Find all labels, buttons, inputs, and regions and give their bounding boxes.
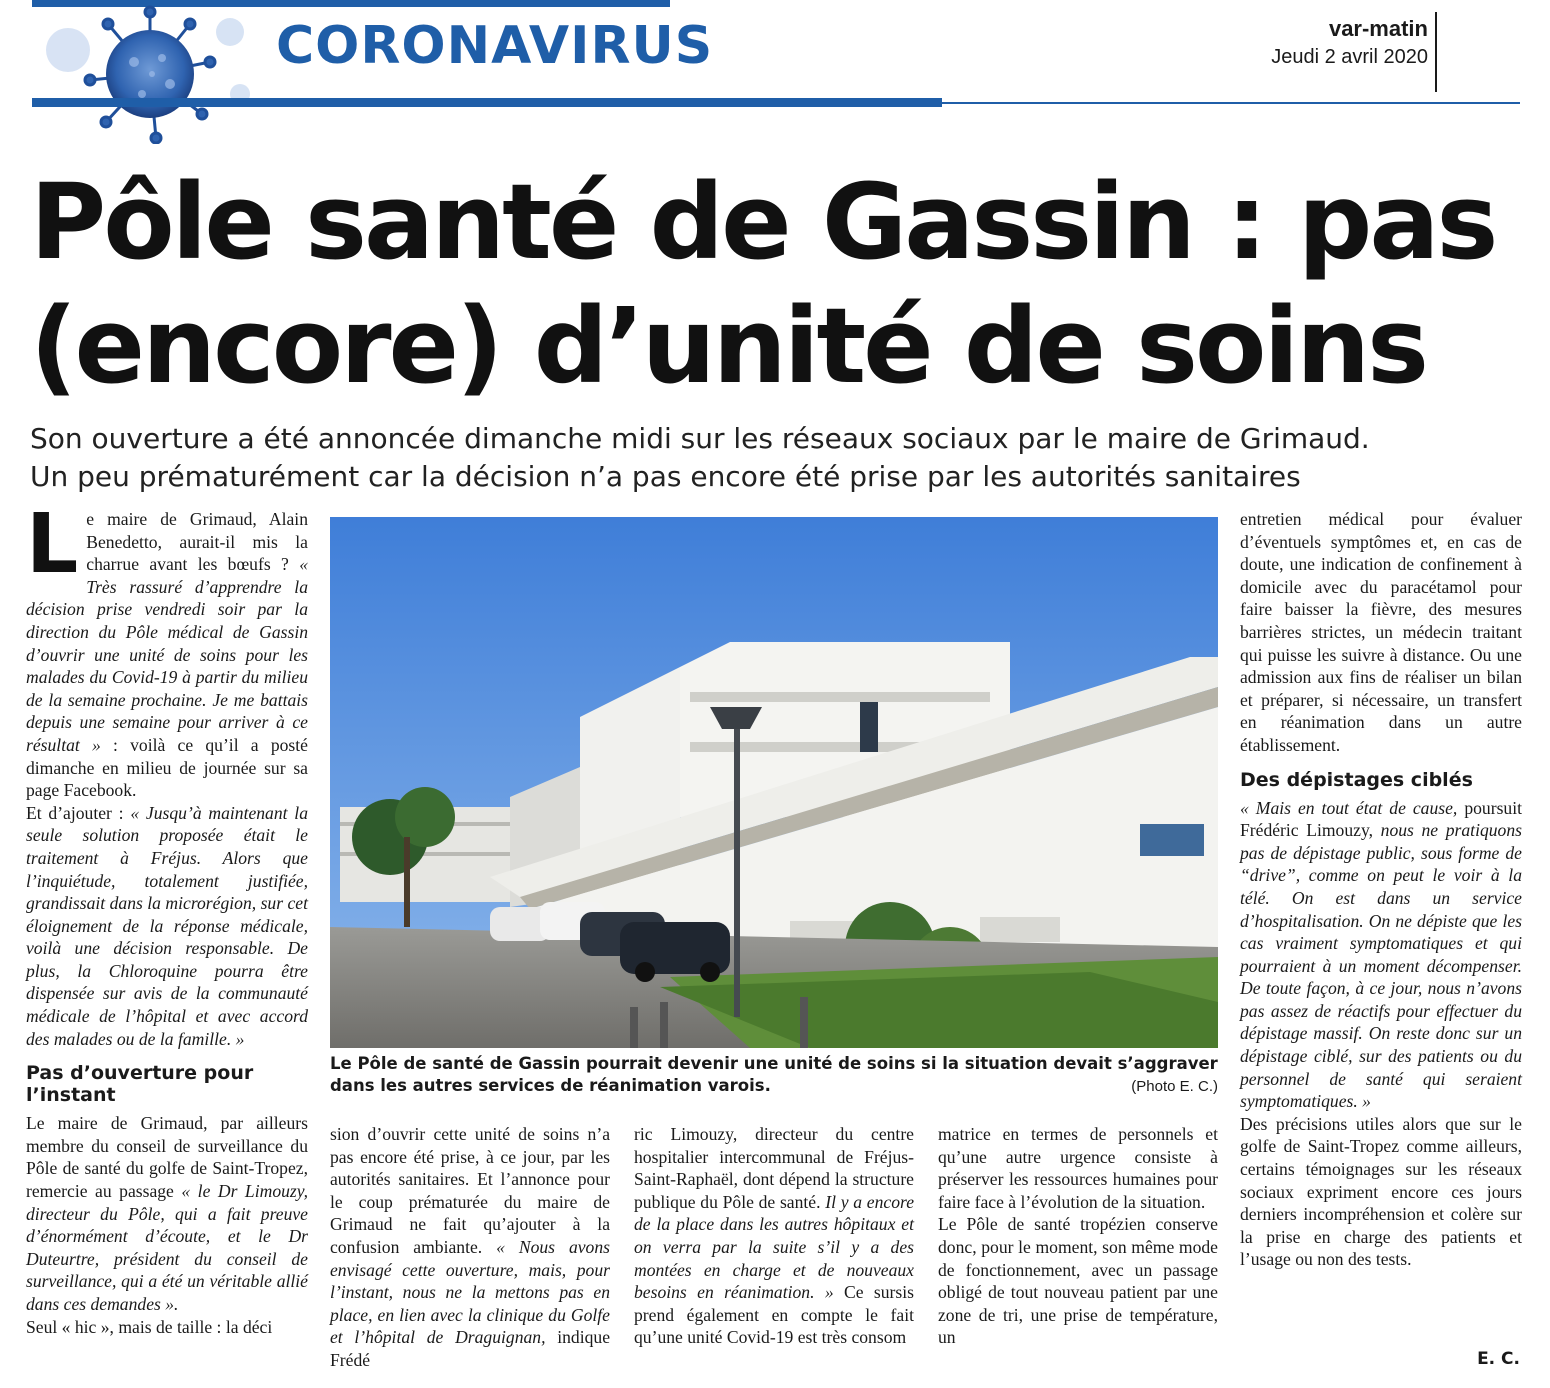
quote: nous ne pratiquons pas de dépistage public, sous forme de “drive”, comme on peut le voir à la télé. On est dans un service d’hospitalisation. On ne dépiste que les cas vraiment symptomatiques et qui pourraient à un moment décompenser. De toute façon, à ce jour, nous n’avons pas assez de réactifs pour effectuer du dépistage massif. On reste donc sur un dépistage ciblé, sur des patients ou du personnel de santé qui seraient symptomatiques. » <box>1240 820 1522 1112</box>
quote: « Jusqu’à maintenant la seule solution proposée était le traitement à Fréjus. Alors que l’inquiétude, totalement justifiée, grandissait dans la microrégion, sur cet éloignement de la réponse médicale, voilà une décision responsable. De plus, la Chloroquine pourra être dispensée sur avis de la communauté médicale de l’hôpital et avec accord des malades ou de la famille. » <box>26 802 308 1049</box>
paragraph-text: Ce sursis prend également en compte le fait qu’une unité Covid-19 est très consom <box>634 1282 914 1348</box>
paragraph <box>26 1112 308 1315</box>
photo-caption: Le Pôle de santé de Gassin pourrait devenir une unité de soins si la situation devait s’aggraver dans les autres services de réanimation varois. <box>330 1054 1218 1095</box>
paragraph-text: Et d’ajouter : <box>26 802 131 823</box>
section-title: CORONAVIRUS <box>276 16 714 76</box>
headline <box>30 160 1530 408</box>
deck-line-2: Un peu prématurément car la décision n’a pas encore été prise par les autorités sanitaires <box>30 460 1301 493</box>
paragraph: matrice en termes de personnels et qu’une autre urgence consiste à préserver les ressources humaines pour faire face à l’évolution de la situation. <box>938 1124 1218 1212</box>
paragraph: Des précisions utiles alors que sur le golfe de Saint-Tropez comme ailleurs, certains témoignages sur les réseaux sociaux expriment encore ces jours derniers incompréhension et colère sur la prise en charge des patients et l’usage ou non des tests. <box>1240 1113 1522 1270</box>
quote: « Très rassuré d’apprendre la décision prise vendredi soir par la direction du Pôle médical de Gassin d’ouvrir une unité de soins pour les malades du Covid-19 à partir du milieu de la semaine prochaine. Je me battais depuis une semaine pour arriver à ce résultat » <box>26 554 308 755</box>
header-bottom-thin-rule <box>942 102 1520 104</box>
article-column-3 <box>634 1123 914 1349</box>
newspaper-brand: var-matin <box>1328 16 1428 41</box>
paragraph <box>26 802 308 1051</box>
subheading: Des dépistages ciblés <box>1240 768 1473 791</box>
paragraph-text: e maire de Grimaud, Alain Benedetto, aurait-il mis la charrue avant les bœufs ? <box>86 509 308 575</box>
headline-line-2: (encore) d’unité de soins <box>30 285 1427 407</box>
quote: Il y a encore de la place dans les autres hôpitaux et on verra par la suite s’il y a des montées en charge et de nouveaux besoins en réanimation. » <box>634 1191 915 1303</box>
paragraph <box>26 497 308 802</box>
header-bottom-rule <box>32 98 942 107</box>
deck <box>30 420 1530 496</box>
brand-divider <box>1435 12 1437 92</box>
paragraph-text: ric Limouzy, directeur du centre hospitalier intercommunal de Fréjus-Saint-Raphaël, dont dépend la structure publique du Pôle de santé. <box>634 1124 914 1212</box>
paragraph <box>330 1123 610 1372</box>
deck-line-1: Son ouverture a été annoncée dimanche midi sur les réseaux sociaux par le maire de Grimaud. <box>30 422 1370 455</box>
quote: « Mais en tout état de cause, <box>1240 797 1458 818</box>
paragraph <box>26 1316 308 1339</box>
paragraph-text: sion d’ouvrir cette unité de soins n’a pas encore été prise, à ce jour, par les autorités sanitaires. Et l’annonce pour le coup prématurée du maire de Grimaud ne fait qu’ajouter à la confusion ambiante. <box>330 1124 610 1257</box>
paragraph-text: indique Frédé <box>330 1327 610 1370</box>
article-column-2 <box>330 1123 610 1372</box>
paragraph-text: poursuit Frédéric Limouzy, <box>1240 797 1523 841</box>
photo-credit: (Photo E. C.) <box>1131 1078 1218 1095</box>
author-signature: E. C. <box>1477 1349 1520 1369</box>
paragraph-text: Le maire de Grimaud, par ailleurs membre du conseil de surveillance du Pôle de santé du golfe de Saint-Tropez, remercie au passage <box>26 1113 308 1202</box>
paragraph-text: : voilà ce qu’il a posté dimanche en milieu de journée sur sa page Facebook. <box>26 734 308 801</box>
article-photo <box>330 517 1218 1048</box>
virus-icon <box>30 2 262 144</box>
issue-date: Jeudi 2 avril 2020 <box>1271 46 1428 68</box>
quote: « Nous avons envisagé cette ouverture, mais, pour l’instant, nous ne la mettons pas en place, en lien avec la clinique du Golfe et l’hôpital de Draguignan, <box>330 1236 610 1348</box>
paragraph: Le Pôle de santé tropézien conserve donc, pour le moment, son même mode de fonctionnement, avec un passage obligé de tout nouveau patient par une zone de tri, une prise de température, un <box>938 1214 1218 1348</box>
article-column-5 <box>1240 508 1522 1271</box>
headline-line-1: Pôle santé de Gassin : pas <box>30 161 1496 283</box>
quote: « le Dr Limouzy, directeur du Pôle, qui a fait preuve d’énormément d’écoute, et le Dr Duteurtre, président du conseil de surveillance, qui a été un véritable allié dans ces demandes ». <box>26 1181 308 1314</box>
drop-cap: L <box>26 497 79 592</box>
paragraph <box>1240 797 1522 1113</box>
paragraph <box>634 1123 914 1349</box>
subheading: Pas d’ouverture pour l’instant <box>26 1062 254 1107</box>
article-column-4 <box>938 1123 1218 1349</box>
article-column-1 <box>26 497 308 1338</box>
paragraph: entretien médical pour évaluer d’éventuels symptômes et, en cas de doute, une indication de confinement à domicile avec du paracétamol pour faire baisser la fièvre, des mesures barrières strictes, un médecin traitant qui puisse les suivre à distance. Ou une admission aux fins de réaliser un bilan et préparer, si nécessaire, un transfert en réanimation dans un autre établissement. <box>1240 509 1522 755</box>
paragraph-text: Seul « hic », mais de taille : la déci <box>26 1316 273 1337</box>
